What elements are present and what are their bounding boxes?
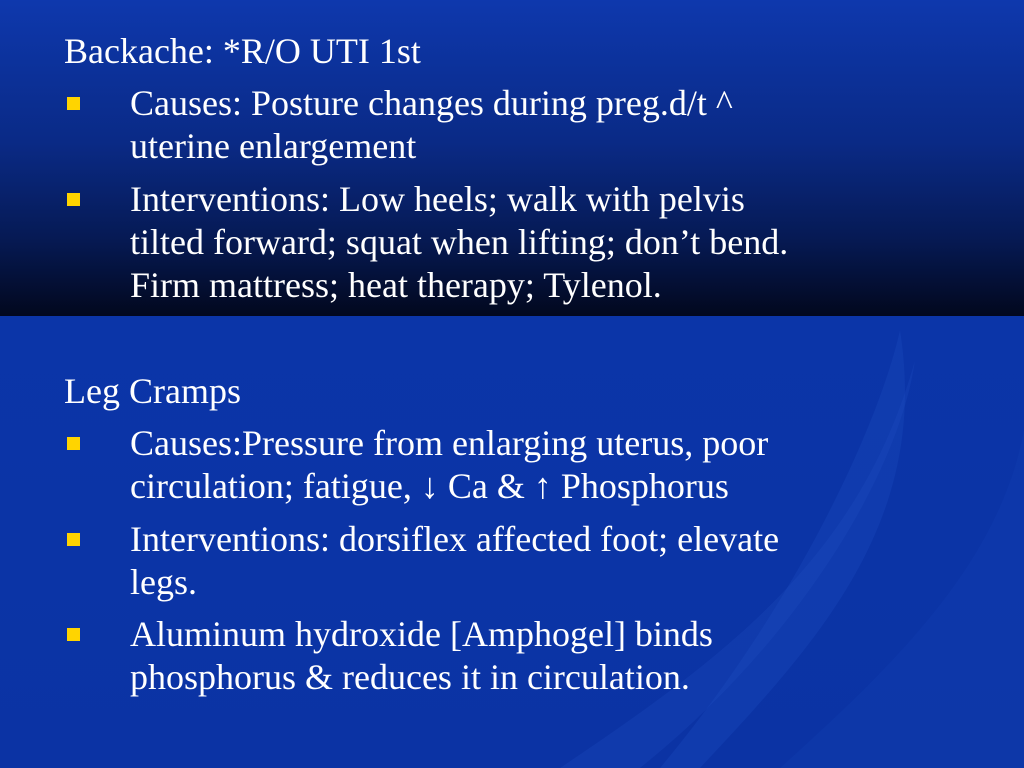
bullet-line: Causes: Posture changes during preg.d/t ^ xyxy=(130,83,733,123)
bullet-marker xyxy=(67,97,80,110)
bullet-marker xyxy=(67,628,80,641)
bullet-marker xyxy=(67,533,80,546)
bullet-line: Firm mattress; heat therapy; Tylenol. xyxy=(130,265,662,305)
section-heading-leg-cramps: Leg Cramps xyxy=(64,371,241,411)
bullet-backache-causes xyxy=(130,82,950,168)
bullet-line: tilted forward; squat when lifting; don’t bend. xyxy=(130,222,789,262)
bullet-marker xyxy=(67,193,80,206)
bullet-line: Causes:Pressure from enlarging uterus, poor xyxy=(130,423,769,463)
bullet-line: uterine enlargement xyxy=(130,126,417,166)
bullet-line: legs. xyxy=(130,562,197,602)
bullet-legcramps-interventions xyxy=(130,518,950,604)
bullet-line: Aluminum hydroxide [Amphogel] binds xyxy=(130,614,713,654)
bullet-legcramps-causes xyxy=(130,422,950,508)
bullet-legcramps-aluminum xyxy=(130,613,950,699)
section-heading-backache: Backache: *R/O UTI 1st xyxy=(64,31,421,71)
bullet-backache-interventions xyxy=(130,178,950,307)
bullet-line: phosphorus & reduces it in circulation. xyxy=(130,657,690,697)
bullet-line: circulation; fatigue, ↓ Ca & ↑ Phosphorus xyxy=(130,466,729,506)
bullet-marker xyxy=(67,437,80,450)
bullet-line: Interventions: Low heels; walk with pelvis xyxy=(130,179,745,219)
bullet-line: Interventions: dorsiflex affected foot; elevate xyxy=(130,519,780,559)
